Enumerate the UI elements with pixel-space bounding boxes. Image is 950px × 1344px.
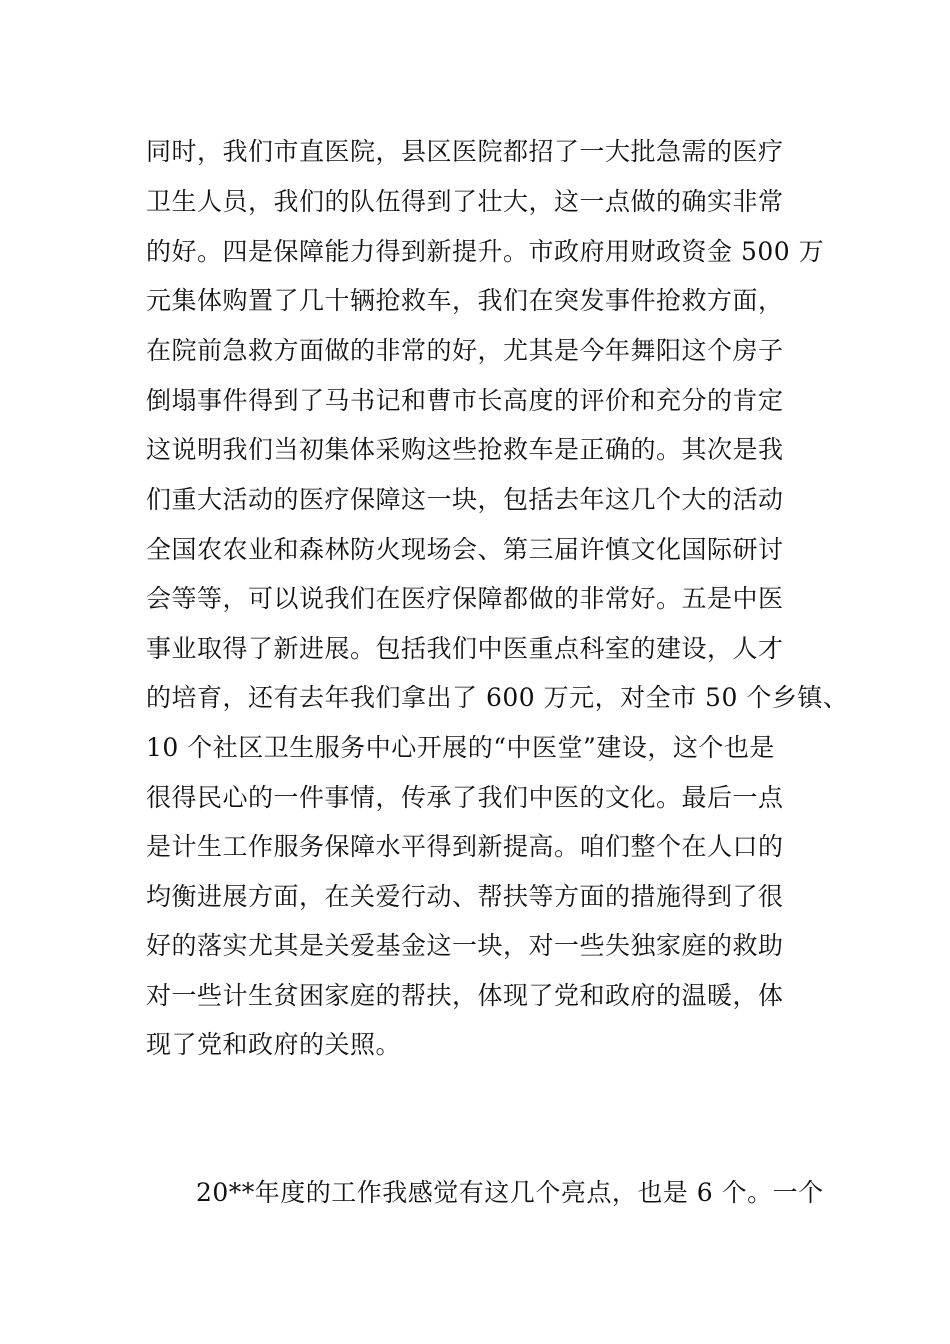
text-line: 现了党和政府的关照。 bbox=[146, 1030, 402, 1059]
text-line: 均衡进展方面，在关爱行动、帮扶等方面的措施得到了很 bbox=[146, 882, 784, 911]
text-line: 的培育，还有去年我们拿出了 600 万元，对全市 50 个乡镇、 bbox=[146, 683, 849, 712]
text-line: 10 个社区卫生服务中心开展的“中医堂”建设，这个也是 bbox=[146, 733, 775, 762]
text-line: 对一些计生贫困家庭的帮扶，体现了党和政府的温暖，体 bbox=[146, 981, 784, 1010]
text-line: 在院前急救方面做的非常的好，尤其是今年舞阳这个房子 bbox=[146, 336, 784, 365]
text-line: 全国农农业和森林防火现场会、第三届许慎文化国际研讨 bbox=[146, 535, 784, 564]
text-line: 很得民心的一件事情，传承了我们中医的文化。最后一点 bbox=[146, 783, 784, 812]
text-line: 倒塌事件得到了马书记和曹市长高度的评价和充分的肯定 bbox=[146, 386, 784, 415]
text-line: 这说明我们当初集体采购这些抢救车是正确的。其次是我 bbox=[146, 435, 784, 464]
text-line: 们重大活动的医疗保障这一块，包括去年这几个大的活动 bbox=[146, 485, 784, 514]
text-line: 元集体购置了几十辆抢救车，我们在突发事件抢救方面， bbox=[146, 286, 784, 315]
text-line: 事业取得了新进展。包括我们中医重点科室的建设，人才 bbox=[146, 634, 784, 663]
text-line: 好的落实尤其是关爱基金这一块，对一些失独家庭的救助 bbox=[146, 931, 784, 960]
text-line: 卫生人员，我们的队伍得到了壮大，这一点做的确实非常 bbox=[146, 187, 784, 216]
text-line: 会等等，可以说我们在医疗保障都做的非常好。五是中医 bbox=[146, 584, 784, 613]
text-line: 是计生工作服务保障水平得到新提高。咱们整个在人口的 bbox=[146, 832, 784, 861]
text-line: 同时，我们市直医院，县区医院都招了一大批急需的医疗 bbox=[146, 137, 784, 166]
text-line: 的好。四是保障能力得到新提升。市政府用财政资金 500 万 bbox=[146, 237, 825, 266]
text-line: 20**年度的工作我感觉有这几个亮点，也是 6 个。一个 bbox=[196, 1178, 824, 1207]
